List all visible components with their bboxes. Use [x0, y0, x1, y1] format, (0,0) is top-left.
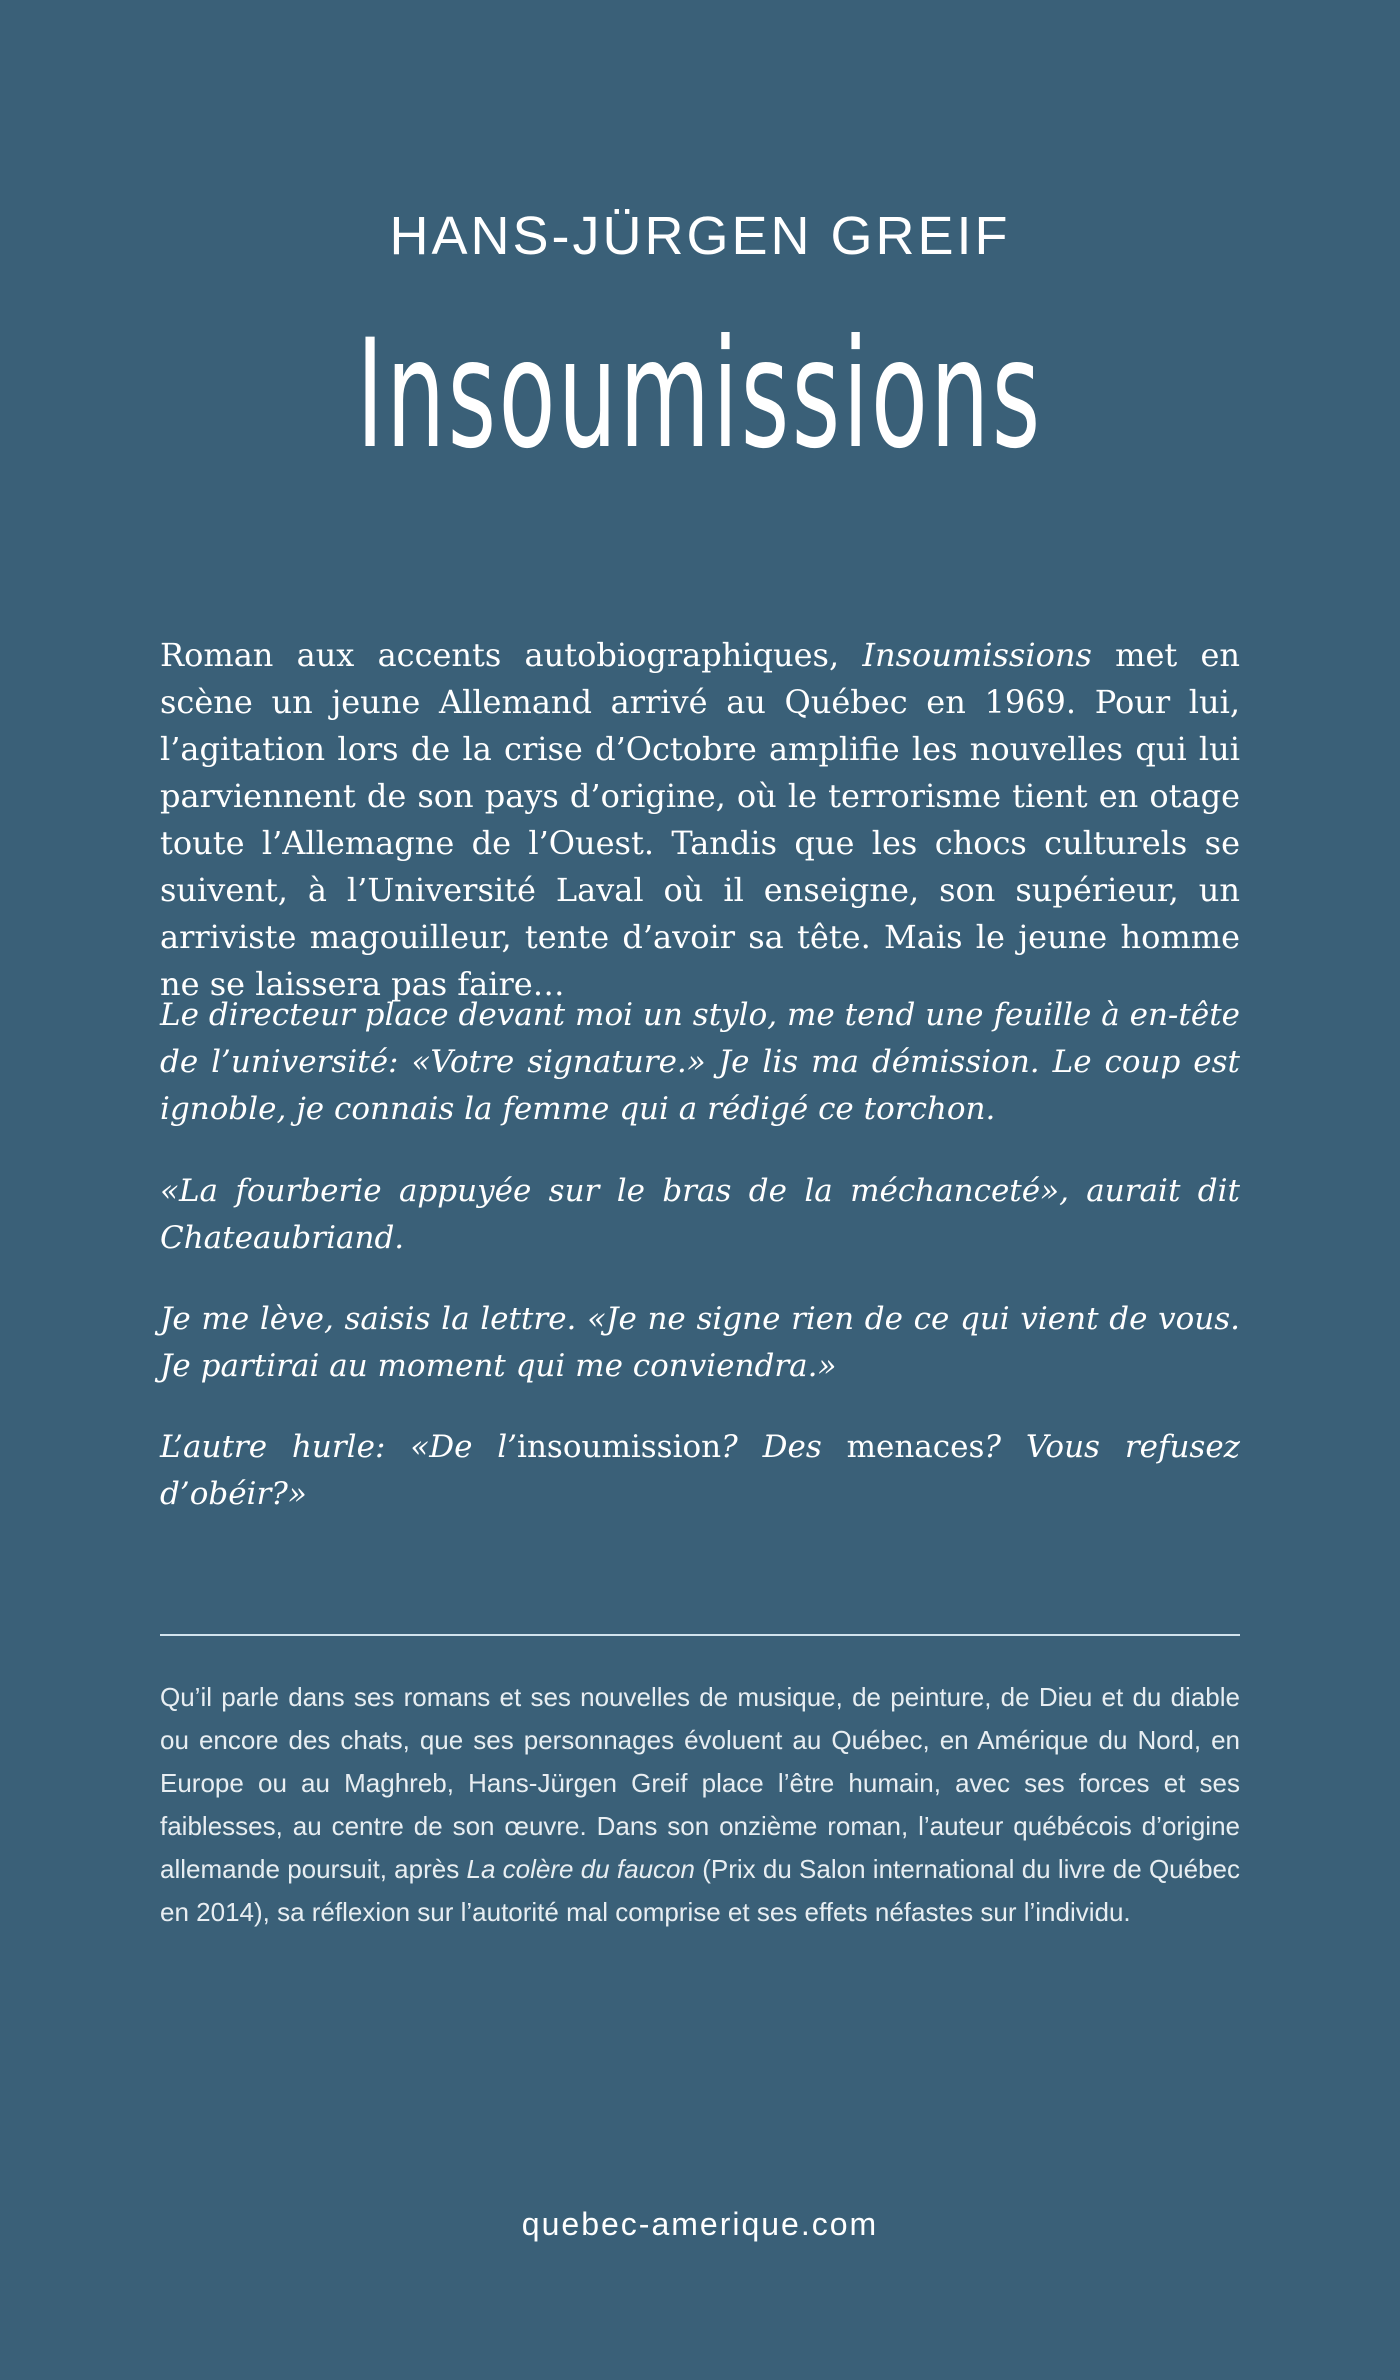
bio-book-italic: La colère du faucon [466, 1854, 695, 1884]
excerpt-p4-e: ? Vous refusez d’obéir?» [160, 1429, 1241, 1512]
publisher-website: quebec-amerique.com [521, 2206, 879, 2242]
description-part2: met en scène un jeune Allemand arrivé au Québec en 1969. Pour lui, l’agitation lors de la crise d’Octobre amplifie les nouvelles qui lui parviennent de son pays d’origine, où le terrorisme tient en otage toute l’Allemagne de l’Ouest. Tandis que les chocs culturels se suivent, à l’Université Laval où il enseigne, son supérieur, un arriviste magouilleur, tente d’avoir sa tête. Mais le jeune homme ne se laissera pas faire… [160, 636, 1241, 1003]
book-title [0, 308, 1400, 482]
bio-part1: Qu’il parle dans ses romans et ses nouvelles de musique, de peinture, de Dieu et du diable ou encore des chats, que ses personnages évoluent au Québec, en Amérique du Nord, en Europe ou au Maghreb, Hans-Jürgen Greif place l’être humain, avec ses forces et ses faiblesses, au centre de son œuvre. Dans son onzième roman, l’auteur québécois d’origine allemande poursuit, après [160, 1682, 1240, 1884]
excerpt-p4-a: L’autre hurle: «De l’ [160, 1429, 518, 1465]
excerpt-paragraph-1: Le directeur place devant moi un stylo, me tend une feuille à en-tête de l’université: «Votre signature.» Je lis ma démission. Le coup est ignoble, je connais la femme qui a rédigé ce torchon. [160, 997, 1240, 1127]
description-part1: Roman aux accents autobiographiques, [160, 636, 863, 674]
author-name: HANS-JÜRGEN GREIF [389, 206, 1011, 266]
excerpt-p4-menaces: menaces [846, 1429, 985, 1465]
description-title-italic: Insoumissions [862, 636, 1092, 674]
excerpt-paragraph-2: «La fourberie appuyée sur le bras de la méchanceté», aurait dit Chateaubriand. [160, 1173, 1240, 1256]
book-description [160, 632, 1240, 1008]
author-bio [160, 1676, 1240, 1934]
excerpt-p4-insoumission: insoumission [517, 1429, 722, 1465]
excerpt-paragraph-4 [160, 1424, 1240, 1518]
section-divider [160, 1634, 1240, 1636]
excerpt-paragraph-3: Je me lève, saisis la lettre. «Je ne signe rien de ce qui vient de vous. Je partirai au moment qui me conviendra.» [160, 1301, 1240, 1384]
book-title-text: Insoumissions [356, 308, 1044, 482]
bio-part2: (Prix du Salon international du livre de Québec en 2014), sa réflexion sur l’autorité mal comprise et ses effets néfastes sur l’individu. [160, 1854, 1241, 1927]
excerpt-p4-c: ? Des [721, 1429, 847, 1465]
